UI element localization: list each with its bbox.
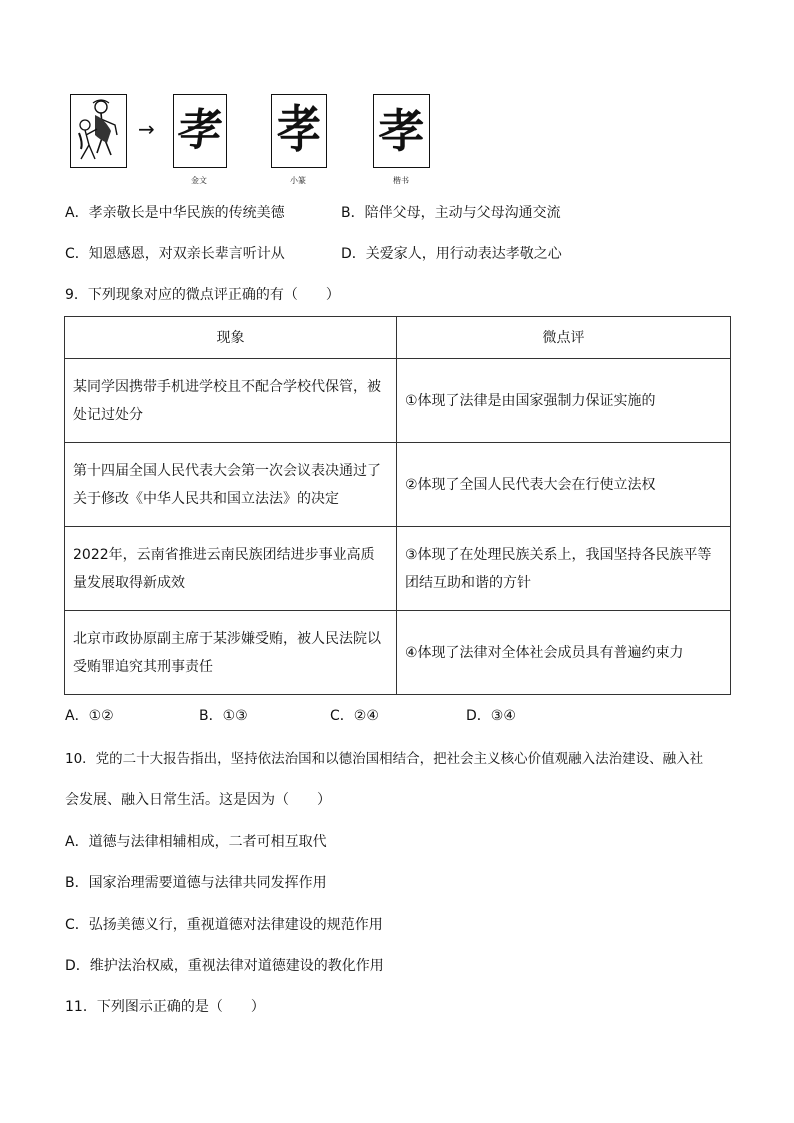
caption-jinwen: 金文 — [191, 176, 207, 185]
q10-option-d: D．维护法治权威，重视法律对道德建设的教化作用 — [65, 958, 384, 974]
q10-stem-line2: 会发展、融入日常生活。这是因为（ ） — [65, 792, 331, 808]
phenomenon-cell: 第十四届全国人民代表大会第一次会议表决通过了关于修改《中华人民共和国立法法》的决定 — [65, 443, 397, 527]
script-box-jinwen — [173, 94, 227, 168]
q10-option-c: C．弘扬美德义行，重视道德对法律建设的规范作用 — [65, 917, 383, 933]
q8-option-a: A．孝亲敬长是中华民族的传统美德 — [65, 205, 285, 221]
q9-stem: 9．下列现象对应的微点评正确的有（ ） — [65, 287, 340, 303]
table-row — [65, 359, 731, 443]
script-glyph-jinwen: 孝 — [174, 105, 226, 156]
q10-option-b: B．国家治理需要道德与法律共同发挥作用 — [65, 875, 327, 891]
script-glyph-xiaozhuan: 孝 — [277, 101, 321, 160]
q9-table — [64, 316, 731, 695]
comment-cell: ③体现了在处理民族关系上，我国坚持各民族平等团结互助和谐的方针 — [397, 527, 731, 611]
script-box-xiaozhuan — [271, 94, 327, 168]
table-row — [65, 611, 731, 695]
q8-option-b: B．陪伴父母，主动与父母沟通交流 — [341, 205, 561, 221]
table-row — [65, 527, 731, 611]
comment-cell: ④体现了法律对全体社会成员具有普遍约束力 — [397, 611, 731, 695]
caption-xiaozhuan: 小篆 — [290, 176, 306, 185]
q9-option-a: A．①② — [65, 708, 114, 724]
header-phenomenon: 现象 — [65, 317, 397, 359]
comment-cell: ②体现了全国人民代表大会在行使立法权 — [397, 443, 731, 527]
q11-stem: 11．下列图示正确的是（ ） — [65, 999, 265, 1015]
q9-option-d: D．③④ — [466, 708, 516, 724]
q9-option-c: C．②④ — [330, 708, 379, 724]
phenomenon-cell: 某同学因携带手机进学校且不配合学校代保管，被处记过处分 — [65, 359, 397, 443]
caption-kaishu: 楷书 — [393, 176, 409, 185]
q10-option-a: A．道德与法律相辅相成，二者可相互取代 — [65, 834, 327, 850]
script-box-kaishu — [373, 94, 430, 168]
q9-option-b: B．①③ — [199, 708, 248, 724]
table-header-row — [65, 317, 731, 359]
pictograph-image — [70, 94, 127, 168]
q8-option-c: C．知恩感恩，对双亲长辈言听计从 — [65, 246, 285, 262]
q8-option-d: D．关爱家人，用行动表达孝敬之心 — [341, 246, 562, 262]
comment-cell: ①体现了法律是由国家强制力保证实施的 — [397, 359, 731, 443]
elder-and-child-drawing-icon — [71, 95, 126, 167]
q10-stem-line1: 10．党的二十大报告指出，坚持依法治国和以德治国相结合，把社会主义核心价值观融入法治建设、融入社 — [65, 751, 704, 767]
script-glyph-kaishu: 孝 — [378, 104, 425, 158]
header-comment: 微点评 — [397, 317, 731, 359]
table-row — [65, 443, 731, 527]
arrow-icon: → — [138, 117, 155, 141]
phenomenon-cell: 2022年，云南省推进云南民族团结进步事业高质量发展取得新成效 — [65, 527, 397, 611]
phenomenon-cell: 北京市政协原副主席于某涉嫌受贿，被人民法院以受贿罪追究其刑事责任 — [65, 611, 397, 695]
